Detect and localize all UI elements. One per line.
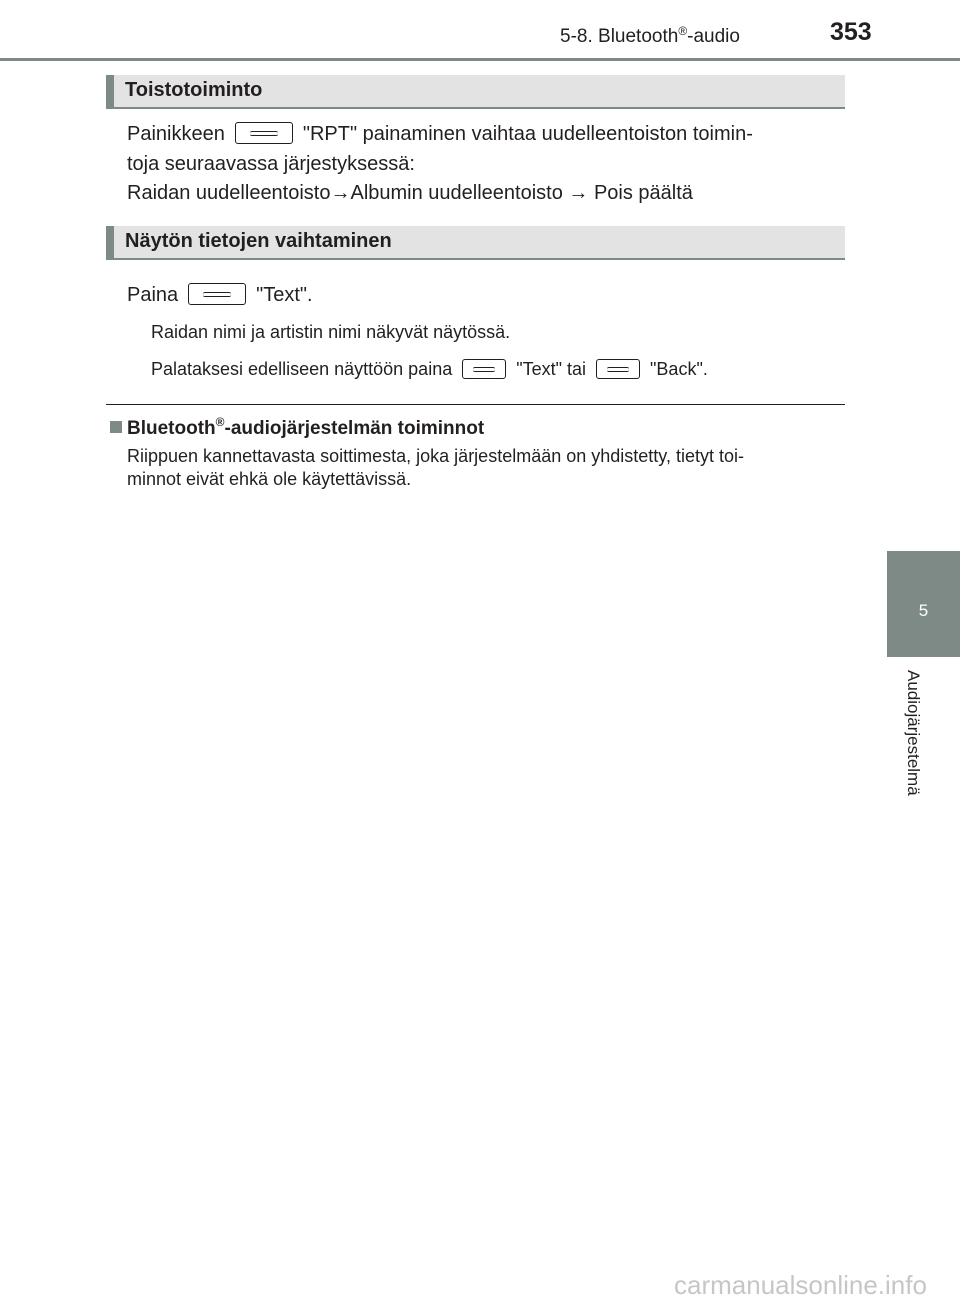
chapter-tab-label: Audiojärjestelmä [904, 670, 923, 796]
note-text: "Back". [650, 359, 708, 379]
chapter-tab [887, 551, 960, 657]
info-divider [106, 404, 845, 405]
paragraph-line: Raidan uudelleentoisto→Albumin uudelleentoisto → Pois päältä [127, 182, 693, 204]
page-number: 353 [830, 18, 872, 46]
info-text-line: Riippuen kannettavasta soittimesta, joka järjestelmään on yhdistetty, tietyt toi- [127, 446, 744, 466]
paragraph-line [127, 281, 313, 310]
chapter-tab-number: 5 [918, 601, 929, 620]
chapter-title [560, 24, 740, 48]
paragraph-text: Painikkeen [127, 123, 225, 145]
header-divider [0, 58, 960, 61]
info-heading [110, 415, 484, 440]
paragraph-line: toja seuraavassa järjestyksessä: [127, 153, 415, 175]
paragraph-text: Paina [127, 284, 179, 306]
steering-switch-icon [462, 359, 506, 379]
registered-mark: ® [215, 415, 225, 429]
section-heading-toistotoiminto [106, 75, 845, 109]
steering-switch-icon [235, 122, 293, 144]
steering-switch-icon [596, 359, 640, 379]
watermark: carmanualsonline.info [674, 1270, 927, 1300]
registered-mark: ® [678, 24, 688, 38]
paragraph-text: "RPT" painaminen vaihtaa uudelleentoiston toimin- [302, 123, 753, 145]
note-text: "Text" tai [516, 359, 587, 379]
info-text-line: minnot eivät ehkä ole käytettävissä. [127, 469, 412, 489]
info-heading-prefix: Bluetooth [127, 418, 216, 439]
note-line [151, 359, 708, 380]
section-heading-nayton-tietojen-vaihtaminen [106, 226, 845, 260]
paragraph-line [127, 120, 753, 149]
chapter-title-prefix: 5-8. Bluetooth [560, 26, 679, 47]
section-heading-text: Näytön tietojen vaihtaminen [125, 230, 392, 252]
info-heading-suffix: -audiojärjestelmän toiminnot [224, 418, 485, 439]
bullet-square-icon [110, 421, 122, 433]
chapter-title-suffix: -audio [687, 26, 740, 47]
note-text: Palataksesi edelliseen näyttöön paina [151, 359, 453, 379]
section-heading-text: Toistotoiminto [125, 79, 263, 101]
note-line: Raidan nimi ja artistin nimi näkyvät näytössä. [151, 322, 511, 342]
steering-switch-icon [188, 283, 246, 305]
paragraph-text: "Text". [256, 284, 313, 306]
